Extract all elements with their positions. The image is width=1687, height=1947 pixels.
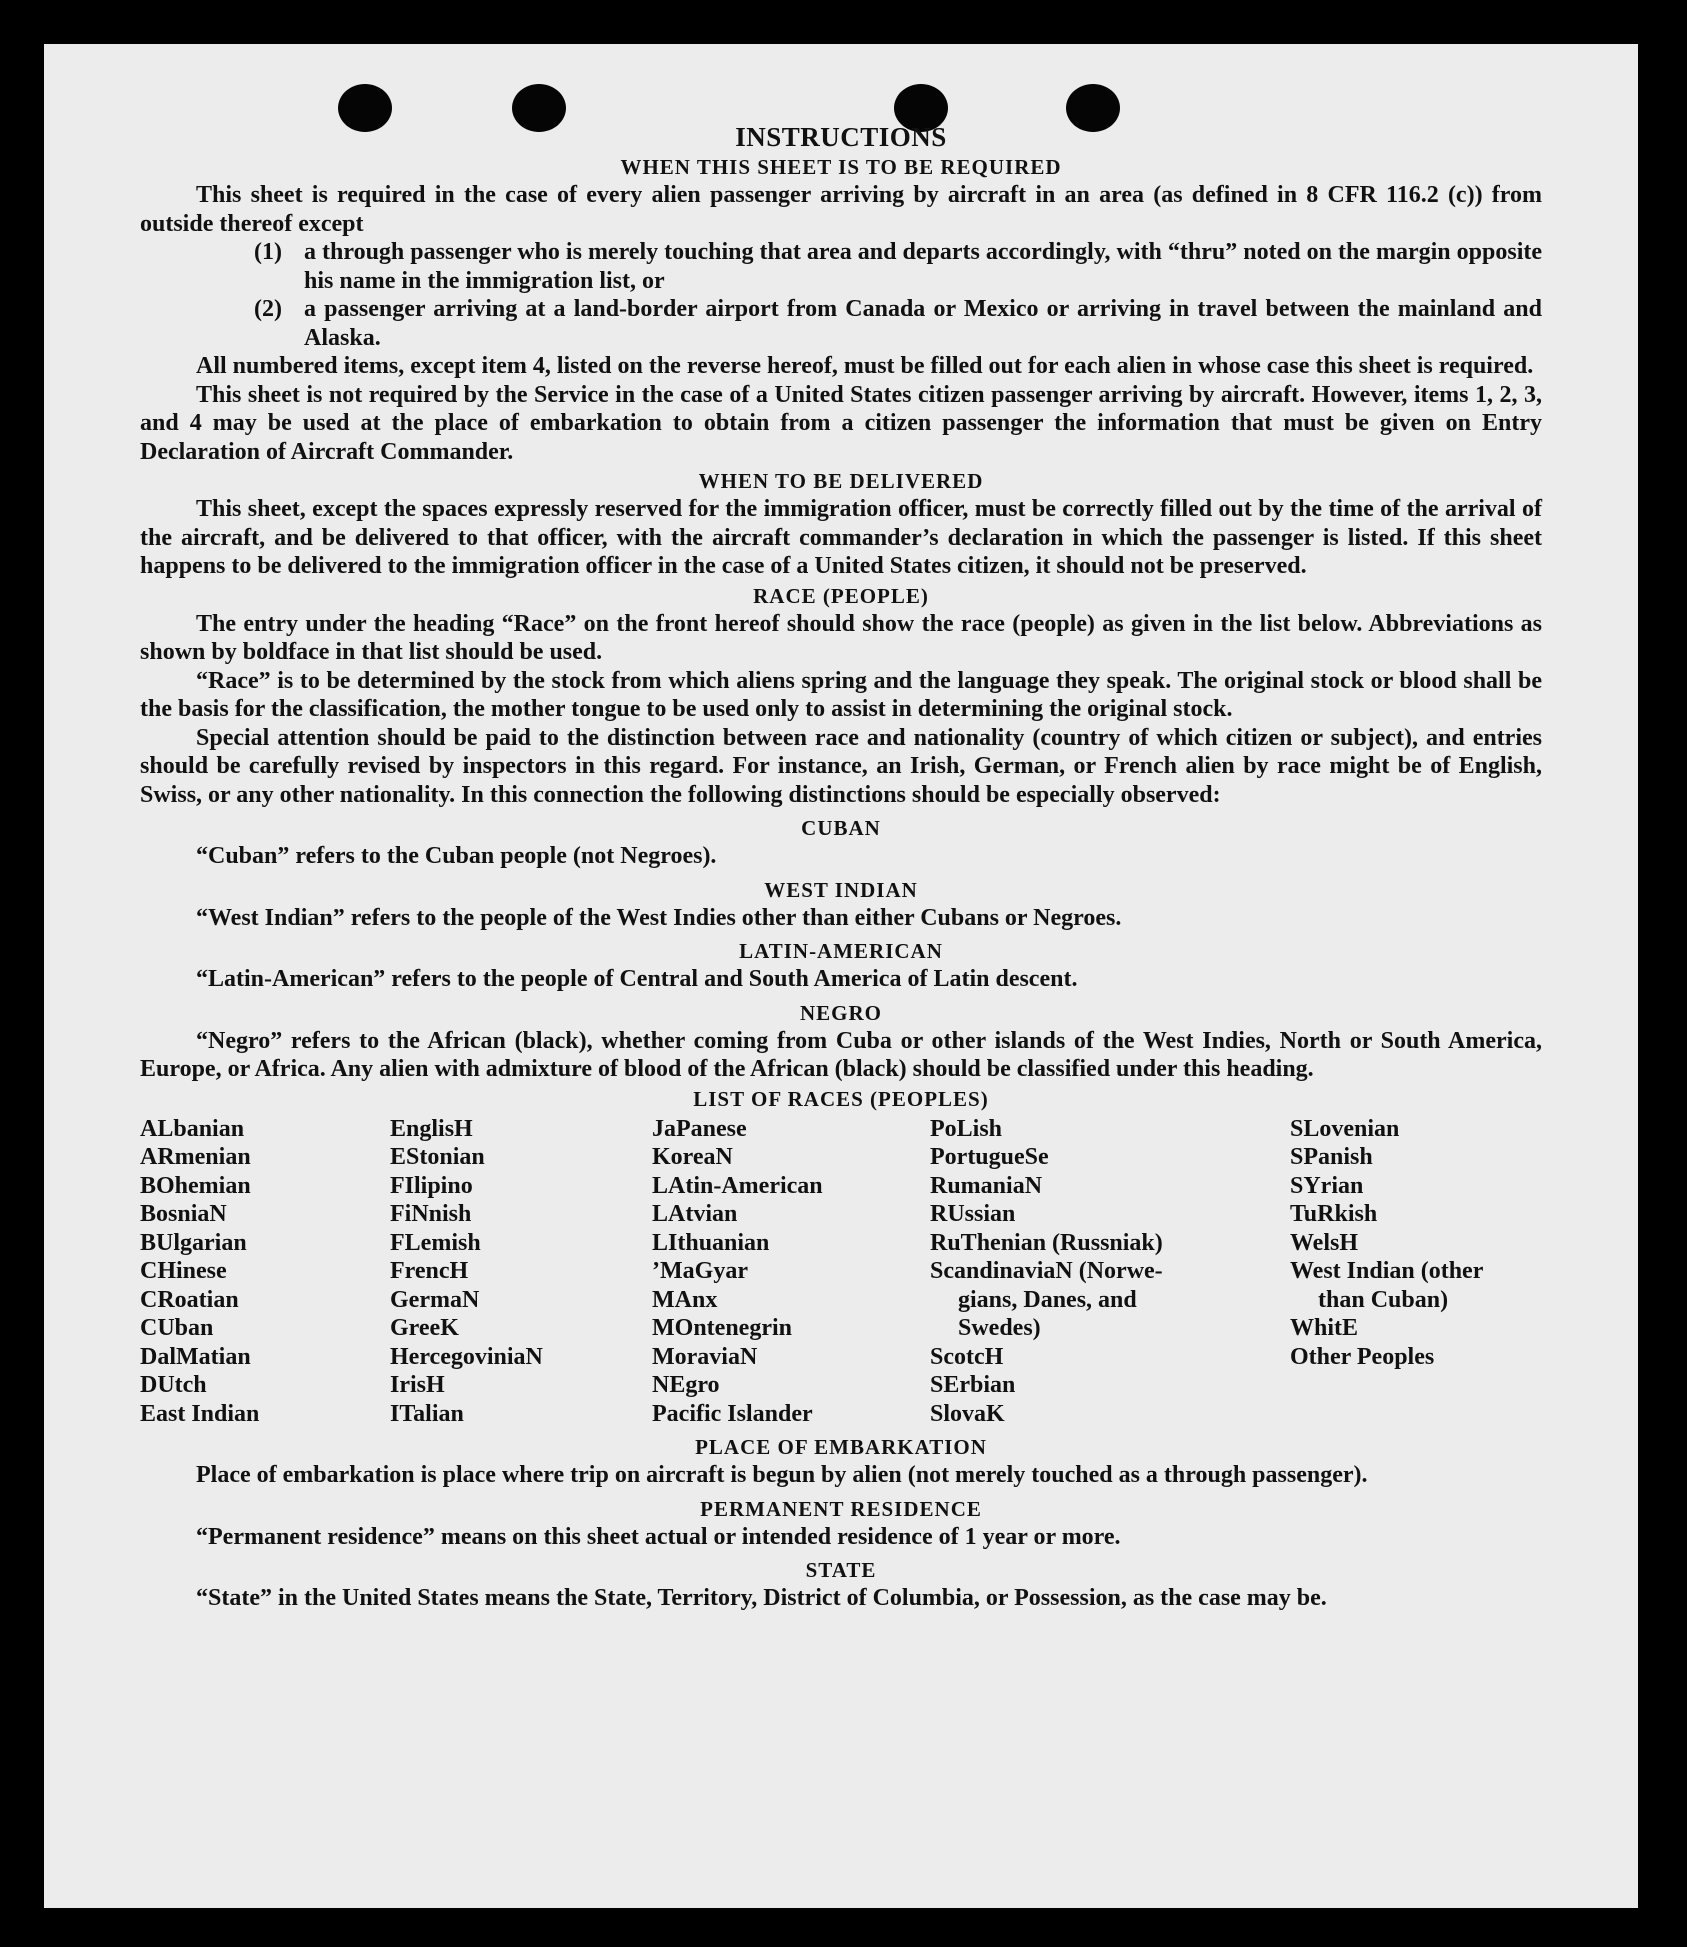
race-entry: CUban [140,1315,214,1341]
races-table [140,1115,1542,1429]
races-column [1290,1115,1542,1429]
race-entry: MOntenegrin [652,1315,792,1341]
paragraph: “Negro” refers to the African (black), whether coming from Cuba or other islands of the West Indies, North or South America, Europe, or Africa. Any alien with admixture of blood of the African (black) should be classified under this heading. [140,1027,1542,1082]
section-heading-cuban: CUBAN [801,816,881,840]
paragraph: All numbered items, except item 4, listed on the reverse hereof, must be filled out for each alien in whose case this sheet is required. [196,353,1534,379]
section-heading-state: STATE [805,1558,877,1582]
section-heading-latin-american: LATIN-AMERICAN [739,939,943,963]
race-entry: LIthuanian [652,1229,770,1256]
race-entry: East Indian [140,1400,260,1427]
section-heading-permanent-residence: PERMANENT RESIDENCE [700,1496,982,1521]
paragraph: “Race” is to be determined by the stock from which aliens spring and the language they speak. The original stock or blood shall be the basis for the classification, the mother tongue to be used only to assist in determining the original stock. [140,667,1542,722]
races-column [652,1115,930,1429]
race-entry: WelsH [1290,1229,1359,1256]
item-text: a through passenger who is merely touching that area and departs accordingly, with “thru” noted on the margin opposite his name in the immigration list, or [304,239,1542,294]
races-column [140,1115,390,1429]
race-entry: ScotcH [930,1343,1004,1370]
instructions-body [140,122,1542,1613]
paragraph: “West Indian” refers to the people of the West Indies other than either Cubans or Negroes. [196,904,1122,931]
race-entry: CHinese [140,1258,227,1284]
section-heading-delivered: WHEN TO BE DELIVERED [698,469,984,493]
race-entry: than Cuban) [1318,1286,1449,1313]
race-entry: TuRkish [1290,1201,1378,1227]
race-entry: Other Peoples [1290,1343,1435,1370]
race-entry: FrencH [390,1258,469,1284]
page-title: INSTRUCTIONS [735,122,947,152]
paragraph: “Permanent residence” means on this sheet actual or intended residence of 1 year or more. [196,1523,1121,1550]
race-entry: CRoatian [140,1286,239,1313]
race-entry: SErbian [930,1372,1016,1398]
race-entry: RUssian [930,1201,1016,1227]
race-entry: SPanish [1290,1144,1373,1170]
item-text: a passenger arriving at a land-border airport from Canada or Mexico or arriving in travel between the mainland and Alaska. [304,296,1542,351]
item-number: (2) [254,296,282,322]
race-entry: DalMatian [140,1343,251,1370]
paragraph: “Latin-American” refers to the people of Central and South America of Latin descent. [196,966,1078,992]
race-entry: LAtin-American [652,1172,823,1199]
race-entry: ScandinaviaN (Norwe- [930,1258,1163,1284]
races-column [930,1115,1290,1429]
race-entry: NEgro [652,1372,720,1398]
race-entry: MAnx [652,1286,718,1313]
document-page [44,44,1638,1908]
paragraph: This sheet, except the spaces expressly reserved for the immigration officer, must be correctly filled out by the time of the arrival of the aircraft, and be delivered to that officer, with the aircraft commander’s declaration in which the passenger is listed. If this sheet happens to be delivered to the immigration officer in the case of a United States citizen, it should not be preserved. [140,496,1542,579]
races-column [390,1115,652,1429]
race-entry: SYrian [1290,1172,1364,1199]
paragraph: The entry under the heading “Race” on the front hereof should show the race (people) as given in the list below. Abbreviations as shown by boldface in that list should be used. [140,610,1542,665]
race-entry: BosniaN [140,1201,227,1227]
paragraph: This sheet is not required by the Service in the case of a United States citizen passenger arriving by aircraft. However, items 1, 2, 3, and 4 may be used at the place of embarkation to obtain from a citizen passenger the information that must be given on Entry Declaration of Aircraft Commander. [140,381,1542,465]
race-entry: BUlgarian [140,1229,247,1256]
race-entry: Pacific Islander [652,1400,813,1427]
section-heading-west-indian: WEST INDIAN [764,877,918,902]
exception-item [254,295,1542,352]
race-entry: MoraviaN [652,1343,758,1370]
paragraph: “State” in the United States means the State, Territory, District of Columbia, or Possession, as the case may be. [196,1585,1327,1611]
section-heading-negro: NEGRO [799,1000,882,1025]
race-entry: EnglisH [390,1115,473,1142]
race-entry: DUtch [140,1372,207,1398]
race-entry: ITalian [390,1400,464,1427]
race-entry: PoLish [930,1115,1003,1142]
race-entry: SLovenian [1290,1115,1400,1142]
race-entry: Swedes) [958,1315,1041,1341]
race-entry: PortugueSe [930,1144,1049,1170]
paragraph: This sheet is required in the case of every alien passenger arriving by aircraft in an area (as defined in 8 CFR 116.2 (c)) from outside thereof except [140,182,1542,237]
paragraph: Special attention should be paid to the distinction between race and nationality (country of which citizen or subject), and entries should be carefully revised by inspectors in this regard. For instance, an Irish, German, or French alien by race might be of English, Swiss, or any other nationality. In this connection the following distinctions should be especially observed: [140,724,1542,808]
race-entry: GermaN [390,1286,480,1313]
race-entry: IrisH [390,1372,445,1398]
item-number: (1) [254,239,282,265]
race-entry: ’MaGyar [652,1258,748,1284]
race-entry: gians, Danes, and [958,1286,1137,1313]
race-entry: EStonian [390,1144,485,1170]
section-heading-list-of-races: LIST OF RACES (PEOPLES) [693,1086,989,1111]
race-entry: ALbanian [140,1115,245,1142]
race-entry: BOhemian [140,1172,251,1199]
paragraph: Place of embarkation is place where trip on aircraft is begun by alien (not merely touched as a through passenger). [196,1462,1368,1488]
race-entry: SlovaK [930,1400,1005,1427]
race-entry: ARmenian [140,1144,251,1170]
exception-item [254,238,1542,295]
race-entry: FLemish [390,1229,481,1256]
section-heading-race: RACE (PEOPLE) [753,583,929,608]
race-entry: JaPanese [652,1115,747,1142]
race-entry: KoreaN [652,1144,733,1170]
race-entry: GreeK [390,1315,459,1341]
race-entry: West Indian (other [1290,1258,1484,1284]
race-entry: HercegoviniaN [390,1343,543,1370]
race-entry: LAtvian [652,1201,738,1227]
race-entry: FiNnish [390,1201,472,1227]
paragraph: “Cuban” refers to the Cuban people (not Negroes). [196,843,717,869]
race-entry: RumaniaN [930,1172,1043,1199]
section-heading-when-required: WHEN THIS SHEET IS TO BE REQUIRED [620,155,1062,179]
race-entry: WhitE [1290,1315,1359,1341]
section-heading-embarkation: PLACE OF EMBARKATION [695,1435,987,1459]
race-entry: RuThenian (Russniak) [930,1229,1163,1256]
race-entry: FIlipino [390,1172,473,1199]
